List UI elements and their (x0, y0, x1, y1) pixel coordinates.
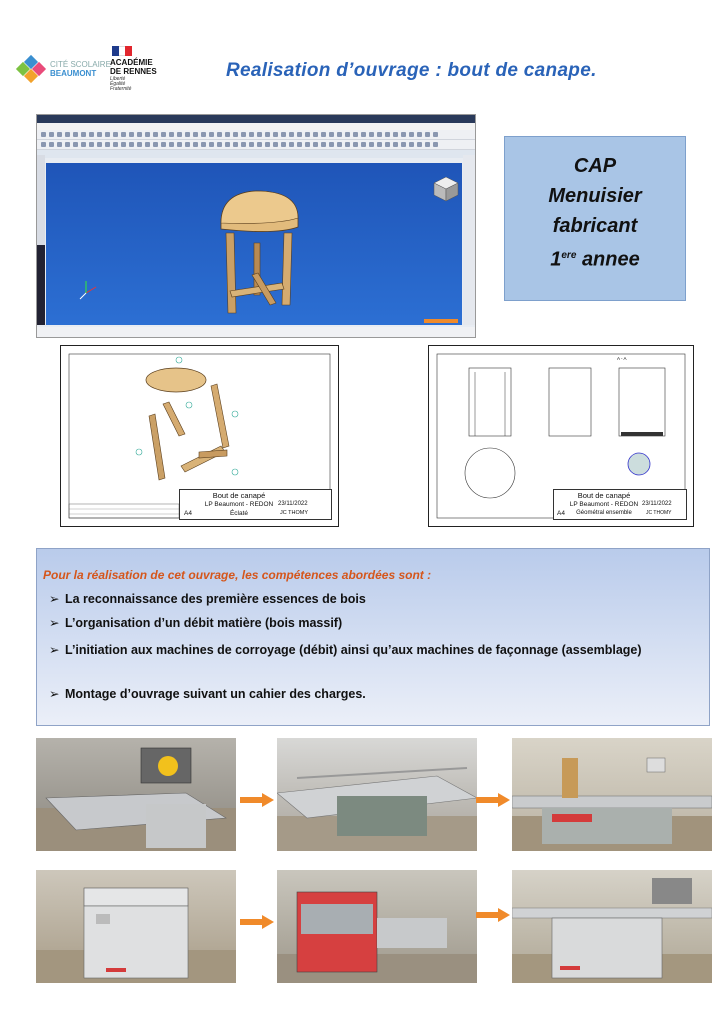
drawing-view: Géométral ensemble (576, 510, 632, 516)
toolbar-icon (273, 132, 278, 137)
toolbar-icon (113, 132, 118, 137)
toolbar-icon (89, 142, 94, 147)
toolbar-icon (233, 142, 238, 147)
toolbar-icon (401, 132, 406, 137)
cite-line2: BEAUMONT (50, 69, 97, 78)
toolbar-icon (425, 142, 430, 147)
toolbar-icon (433, 132, 438, 137)
axis-triad-icon (80, 281, 96, 299)
toolbar-icon (329, 132, 334, 137)
toolbar-icon (369, 142, 374, 147)
toolbar-icon (393, 132, 398, 137)
toolbar-icon (297, 132, 302, 137)
toolbar-icon (241, 132, 246, 137)
toolbar-icon (281, 132, 286, 137)
cap-line2: Menuisier (548, 185, 642, 207)
scale-bar (424, 319, 458, 323)
toolbar-icon (81, 142, 86, 147)
toolbar-icon (265, 142, 270, 147)
title-block-left (179, 489, 332, 520)
page-title: Realisation d’ouvrage : bout de canape. (226, 60, 597, 81)
skill-text: L’organisation d’un débit matière (bois massif) (65, 616, 343, 630)
toolbar-icon (321, 142, 326, 147)
toolbar-icon (353, 142, 358, 147)
toolbar-icon (177, 142, 182, 147)
toolbar-icon (89, 132, 94, 137)
toolbar-icon (417, 142, 422, 147)
toolbar-icon (417, 132, 422, 137)
toolbar-icon (169, 132, 174, 137)
title-block-right (553, 489, 687, 520)
toolbar-icon (401, 142, 406, 147)
toolbar-icon (41, 142, 46, 147)
drawing-orthographic-view (428, 345, 694, 527)
toolbar-icon (337, 142, 342, 147)
cad-left-dark-panel (37, 245, 45, 325)
toolbar-icon (313, 132, 318, 137)
toolbar-icon (193, 132, 198, 137)
motto-egalite: Égalité (110, 81, 126, 87)
cap-year-line (505, 241, 685, 275)
toolbar-icon (153, 142, 158, 147)
toolbar-icon (361, 142, 366, 147)
toolbar-icon (73, 142, 78, 147)
toolbar-icon (41, 132, 46, 137)
cad-toolbar-1 (37, 130, 475, 140)
drawing-title: Bout de canapé (577, 491, 631, 500)
machine-photo-2 (277, 738, 477, 851)
toolbar-icon (73, 132, 78, 137)
toolbar-icon (305, 132, 310, 137)
toolbar-icon (433, 142, 438, 147)
drawing-date: 23/11/2022 (642, 501, 672, 507)
toolbar-icon (385, 142, 390, 147)
toolbar-icon (137, 132, 142, 137)
cad-titlebar (37, 115, 475, 123)
arrow-bullet-icon: ➢ (49, 643, 60, 657)
toolbar-icon (225, 142, 230, 147)
drawing-school: LP Beaumont - REDON (569, 501, 639, 508)
academie-line1: ACADÉMIE (110, 58, 153, 67)
machine-photo-5 (277, 870, 477, 983)
cite-line1: CITÉ SCOLAIRE (50, 60, 111, 69)
toolbar-icon (249, 132, 254, 137)
toolbar-icon (81, 132, 86, 137)
cap-year: annee (581, 248, 640, 271)
toolbar-icon (273, 142, 278, 147)
toolbar-icon (65, 132, 70, 137)
drawing-school: LP Beaumont - REDON (204, 501, 274, 508)
toolbar-icon (217, 142, 222, 147)
orange-arrow-icon (240, 915, 274, 929)
drawing-format: A4 (184, 510, 192, 517)
machine-photo-4 (36, 870, 236, 983)
drawing-author: JC THOMY (646, 510, 672, 516)
toolbar-icon (201, 142, 206, 147)
toolbar-icon (129, 132, 134, 137)
french-flag-icon (112, 46, 132, 56)
toolbar-icon (321, 132, 326, 137)
toolbar-icon (241, 142, 246, 147)
toolbar-icon (257, 132, 262, 137)
arrow-bullet-icon: ➢ (49, 616, 60, 630)
cap-line3: fabricant (552, 215, 638, 237)
cap-box (504, 136, 686, 301)
stool-3d-model (46, 163, 462, 325)
toolbar-icon (97, 142, 102, 147)
skill-text: Montage d’ouvrage suivant un cahier des charges. (65, 687, 366, 701)
toolbar-icon (185, 142, 190, 147)
cad-3d-viewport (46, 163, 462, 325)
cad-tabs (37, 150, 475, 158)
toolbar-icon (305, 142, 310, 147)
motto-fraternite: Fraternité (110, 86, 132, 92)
cad-menubar (37, 123, 475, 130)
toolbar-icon (57, 142, 62, 147)
drawing-exploded-view (60, 345, 339, 527)
toolbar-icon (297, 142, 302, 147)
academie-line2: DE RENNES (110, 67, 157, 76)
orange-arrow-icon (240, 793, 274, 807)
toolbar-icon (121, 142, 126, 147)
toolbar-icon (105, 142, 110, 147)
cap-line1: CAP (573, 155, 617, 177)
skill-text: L’initiation aux machines de corroyage (débit) ainsi qu’aux machines de façonnage (assemblage) (65, 643, 642, 657)
toolbar-icon (193, 142, 198, 147)
toolbar-icon (377, 132, 382, 137)
toolbar-icon (265, 132, 270, 137)
toolbar-icon (209, 132, 214, 137)
toolbar-icon (377, 142, 382, 147)
drawing-view: Éclaté (229, 510, 249, 517)
toolbar-icon (161, 142, 166, 147)
toolbar-icon (257, 142, 262, 147)
toolbar-icon (113, 142, 118, 147)
toolbar-icon (313, 142, 318, 147)
skill-item (49, 641, 689, 659)
toolbar-icon (289, 132, 294, 137)
toolbar-icon (121, 132, 126, 137)
skill-item (49, 614, 342, 632)
orange-arrow-icon (476, 908, 510, 922)
view-cube-icon (434, 177, 458, 201)
toolbar-icon (185, 132, 190, 137)
cad-statusbar (37, 327, 475, 337)
cad-software-screenshot (36, 114, 476, 338)
toolbar-icon (337, 132, 342, 137)
toolbar-icon (129, 142, 134, 147)
motto-liberte: Liberté (110, 76, 126, 82)
toolbar-icon (65, 142, 70, 147)
section-label: A - A (617, 356, 627, 361)
toolbar-icon (145, 132, 150, 137)
toolbar-icon (249, 142, 254, 147)
drawing-author: JC THOMY (280, 510, 309, 516)
toolbar-icon (169, 142, 174, 147)
toolbar-icon (369, 132, 374, 137)
cap-ordinal: 1 (550, 248, 562, 271)
orange-arrow-icon (476, 793, 510, 807)
machine-photo-3 (512, 738, 712, 851)
toolbar-icon (177, 132, 182, 137)
machine-photo-1 (36, 738, 236, 851)
toolbar-icon (289, 142, 294, 147)
cad-right-panel (463, 155, 475, 325)
toolbar-icon (233, 132, 238, 137)
toolbar-icon (145, 142, 150, 147)
toolbar-icon (353, 132, 358, 137)
toolbar-icon (329, 142, 334, 147)
toolbar-icon (409, 142, 414, 147)
toolbar-icon (97, 132, 102, 137)
toolbar-icon (201, 132, 206, 137)
toolbar-icon (105, 132, 110, 137)
cite-scolaire-text (50, 60, 111, 78)
toolbar-icon (281, 142, 286, 147)
academie-logo (110, 46, 170, 92)
toolbar-icon (345, 132, 350, 137)
toolbar-icon (49, 132, 54, 137)
toolbar-icon (393, 142, 398, 147)
toolbar-icon (409, 132, 414, 137)
skill-item (49, 590, 366, 608)
skills-intro: Pour la réalisation de cet ouvrage, les compétences abordées sont : (43, 568, 432, 582)
toolbar-icon (385, 132, 390, 137)
toolbar-icon (153, 132, 158, 137)
toolbar-icon (225, 132, 230, 137)
toolbar-icon (361, 132, 366, 137)
drawing-format: A4 (557, 510, 565, 517)
skills-box (36, 548, 710, 726)
skill-item (49, 685, 366, 703)
machine-photo-6 (512, 870, 712, 983)
cad-toolbar-2 (37, 140, 475, 150)
drawing-date: 23/11/2022 (278, 501, 308, 507)
toolbar-icon (217, 132, 222, 137)
toolbar-icon (161, 132, 166, 137)
toolbar-icon (137, 142, 142, 147)
toolbar-icon (49, 142, 54, 147)
cap-ordinal-sup: ere (561, 250, 577, 261)
skill-text: La reconnaissance des première essences de bois (65, 592, 366, 606)
arrow-bullet-icon: ➢ (49, 592, 60, 606)
drawing-title: Bout de canapé (212, 491, 266, 500)
arrow-bullet-icon: ➢ (49, 687, 60, 701)
toolbar-icon (425, 132, 430, 137)
toolbar-icon (345, 142, 350, 147)
toolbar-icon (209, 142, 214, 147)
toolbar-icon (57, 132, 62, 137)
